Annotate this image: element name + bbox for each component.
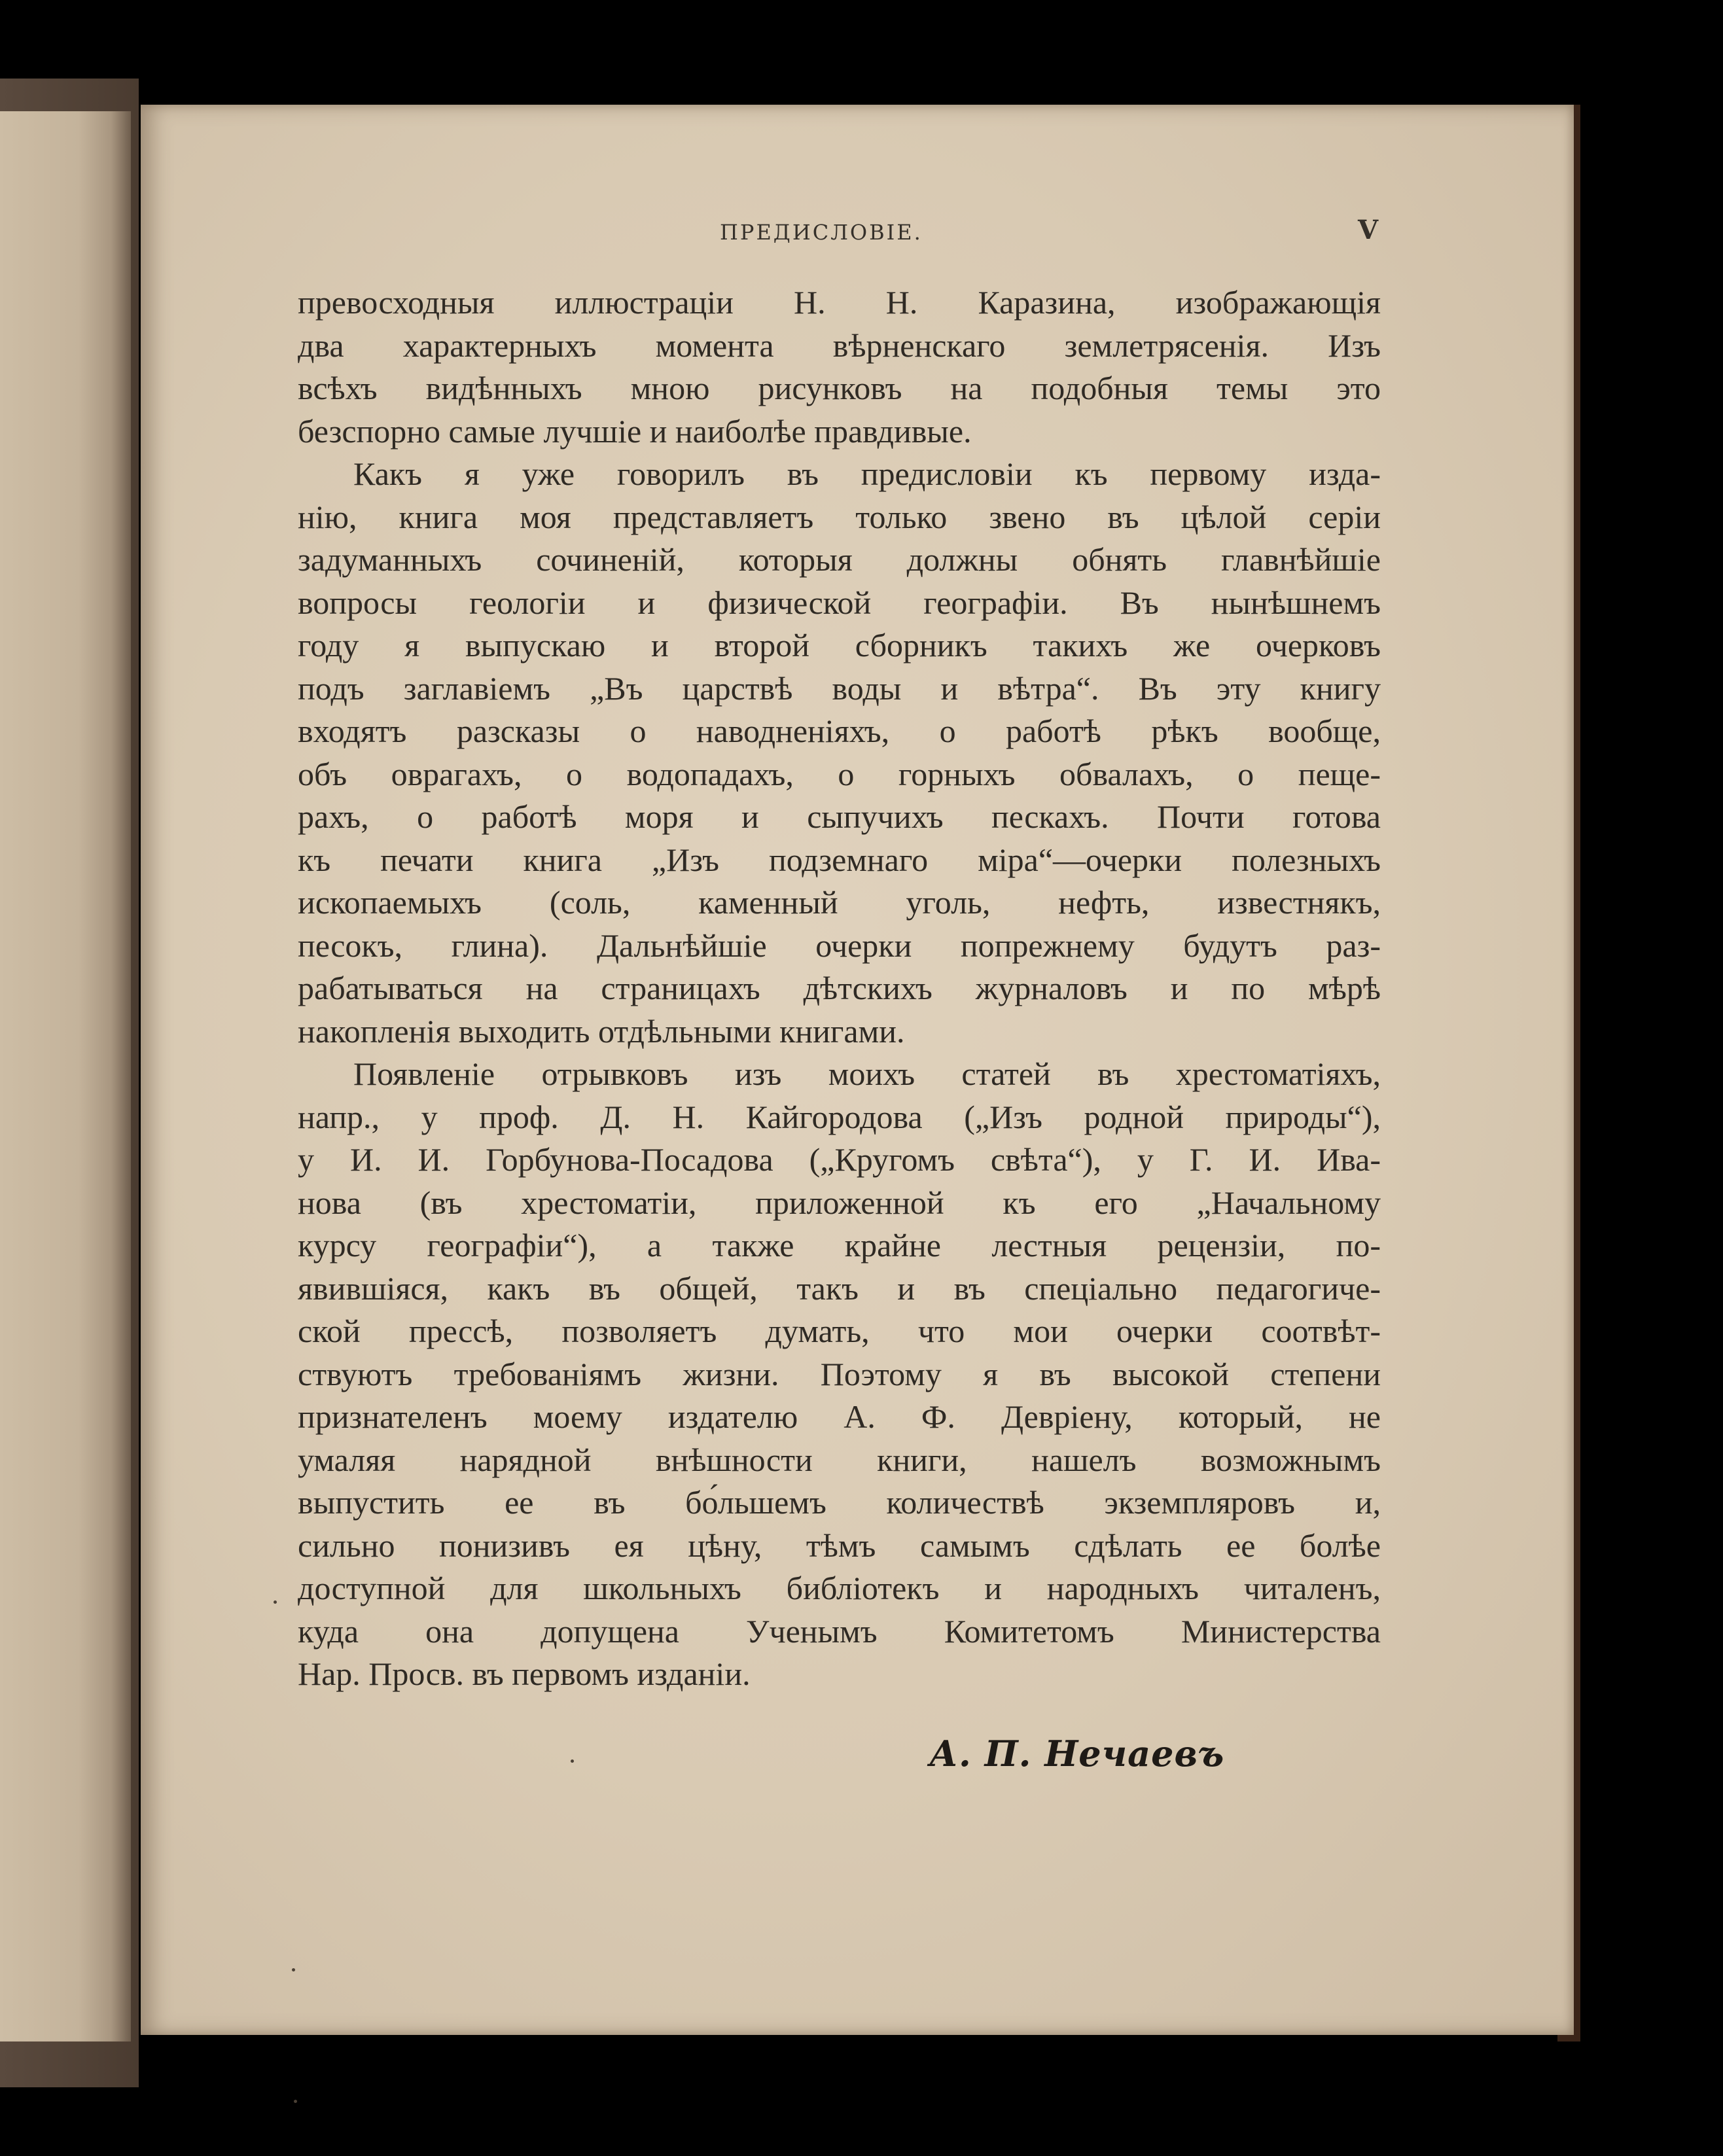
text-line: у И. И. Горбунова-Посадова („Кругомъ свѣта“), у Г. И. Ива- bbox=[298, 1141, 1381, 1178]
text-line: доступной для школьныхъ библіотекъ и народныхъ читаленъ, bbox=[298, 1570, 1381, 1606]
text-line: превосходныя иллюстраціи Н. Н. Каразина, изображающія bbox=[298, 284, 1381, 321]
paragraph bbox=[298, 281, 1381, 453]
text-line: всѣхъ видѣнныхъ мною рисунковъ на подобныя темы это bbox=[298, 370, 1381, 406]
text-line: Нар. Просв. въ первомъ изданіи. bbox=[298, 1655, 751, 1692]
text-line: нію, книга моя представляетъ только звено въ цѣлой серіи bbox=[298, 498, 1381, 535]
text-line: Появленіе отрывковъ изъ моихъ статей въ хрестоматіяхъ, bbox=[353, 1055, 1381, 1092]
text-line: году я выпускаю и второй сборникъ такихъ же очерковъ bbox=[298, 627, 1381, 663]
text-line: ской прессѣ, позволяетъ думать, что мои очерки соотвѣт- bbox=[298, 1313, 1381, 1349]
text-line: курсу географіи“), а также крайне лестныя рецензіи, по- bbox=[298, 1227, 1381, 1264]
page-number: V bbox=[1358, 215, 1379, 245]
text-line: накопленія выходить отдѣльными книгами. bbox=[298, 1012, 905, 1050]
text-line: два характерныхъ момента вѣрненскаго землетрясенія. Изъ bbox=[298, 327, 1381, 364]
text-line: признателенъ моему издателю А. Ф. Девріену, который, не bbox=[298, 1398, 1381, 1435]
ink-speck bbox=[274, 1600, 277, 1604]
previous-page-edge bbox=[0, 111, 131, 2041]
text-line: Какъ я уже говорилъ въ предисловіи къ первому изда- bbox=[353, 455, 1381, 492]
text-line: напр., у проф. Д. Н. Кайгородова („Изъ родной природы“), bbox=[298, 1098, 1381, 1135]
text-line: явившіяся, какъ въ общей, такъ и въ спеціально педагогиче- bbox=[298, 1269, 1381, 1307]
text-line: объ оврагахъ, о водопадахъ, о горныхъ обвалахъ, о пеще- bbox=[298, 755, 1381, 792]
text-line: безспорно самые лучшіе и наиболѣе правдивые. bbox=[298, 412, 972, 450]
ink-speck bbox=[571, 1759, 574, 1763]
paragraph bbox=[298, 453, 1381, 1053]
text-line: куда она допущена Ученымъ Комитетомъ Министерства bbox=[298, 1612, 1381, 1650]
text-line: песокъ, глина). Дальнѣйшіе очерки попрежнему будутъ раз- bbox=[298, 927, 1381, 964]
text-line: ствуютъ требованіямъ жизни. Поэтому я въ высокой степени bbox=[298, 1355, 1381, 1392]
text-line: вопросы геологіи и физической географіи. Въ нынѣшнемъ bbox=[298, 584, 1381, 621]
paragraph bbox=[298, 1053, 1381, 1696]
text-line: умаляя нарядной внѣшности книги, нашелъ возможнымъ bbox=[298, 1441, 1381, 1478]
text-line: сильно понизивъ ея цѣну, тѣмъ самымъ сдѣлать ее болѣе bbox=[298, 1527, 1381, 1564]
text-line: рахъ, о работѣ моря и сыпучихъ пескахъ. Почти готова bbox=[298, 798, 1381, 835]
author-signature: А. П. Нечаевъ bbox=[929, 1733, 1225, 1775]
ink-speck bbox=[292, 1968, 295, 1971]
text-line: подъ заглавіемъ „Въ царствѣ воды и вѣтра“. Въ эту книгу bbox=[298, 669, 1381, 707]
ink-speck bbox=[294, 2100, 297, 2103]
text-line: входятъ разсказы о наводненіяхъ, о работѣ рѣкъ вообще, bbox=[298, 713, 1381, 749]
text-line: рабатываться на страницахъ дѣтскихъ журналовъ и по мѣрѣ bbox=[298, 970, 1381, 1006]
text-line: выпустить ее въ бо́льшемъ количествѣ экземпляровъ и, bbox=[298, 1484, 1381, 1521]
text-line: ископаемыхъ (соль, каменный уголь, нефть, известнякъ, bbox=[298, 884, 1381, 921]
text-line: къ печати книга „Изъ подземнаго міра“—очерки полезныхъ bbox=[298, 841, 1381, 878]
running-head: ПРЕДИСЛОВІЕ. bbox=[720, 220, 923, 245]
body-text bbox=[298, 281, 1381, 1696]
text-line: нова (въ хрестоматіи, приложенной къ его „Начальному bbox=[298, 1184, 1381, 1221]
text-line: задуманныхъ сочиненій, которыя должны обнять главнѣйшіе bbox=[298, 541, 1381, 578]
